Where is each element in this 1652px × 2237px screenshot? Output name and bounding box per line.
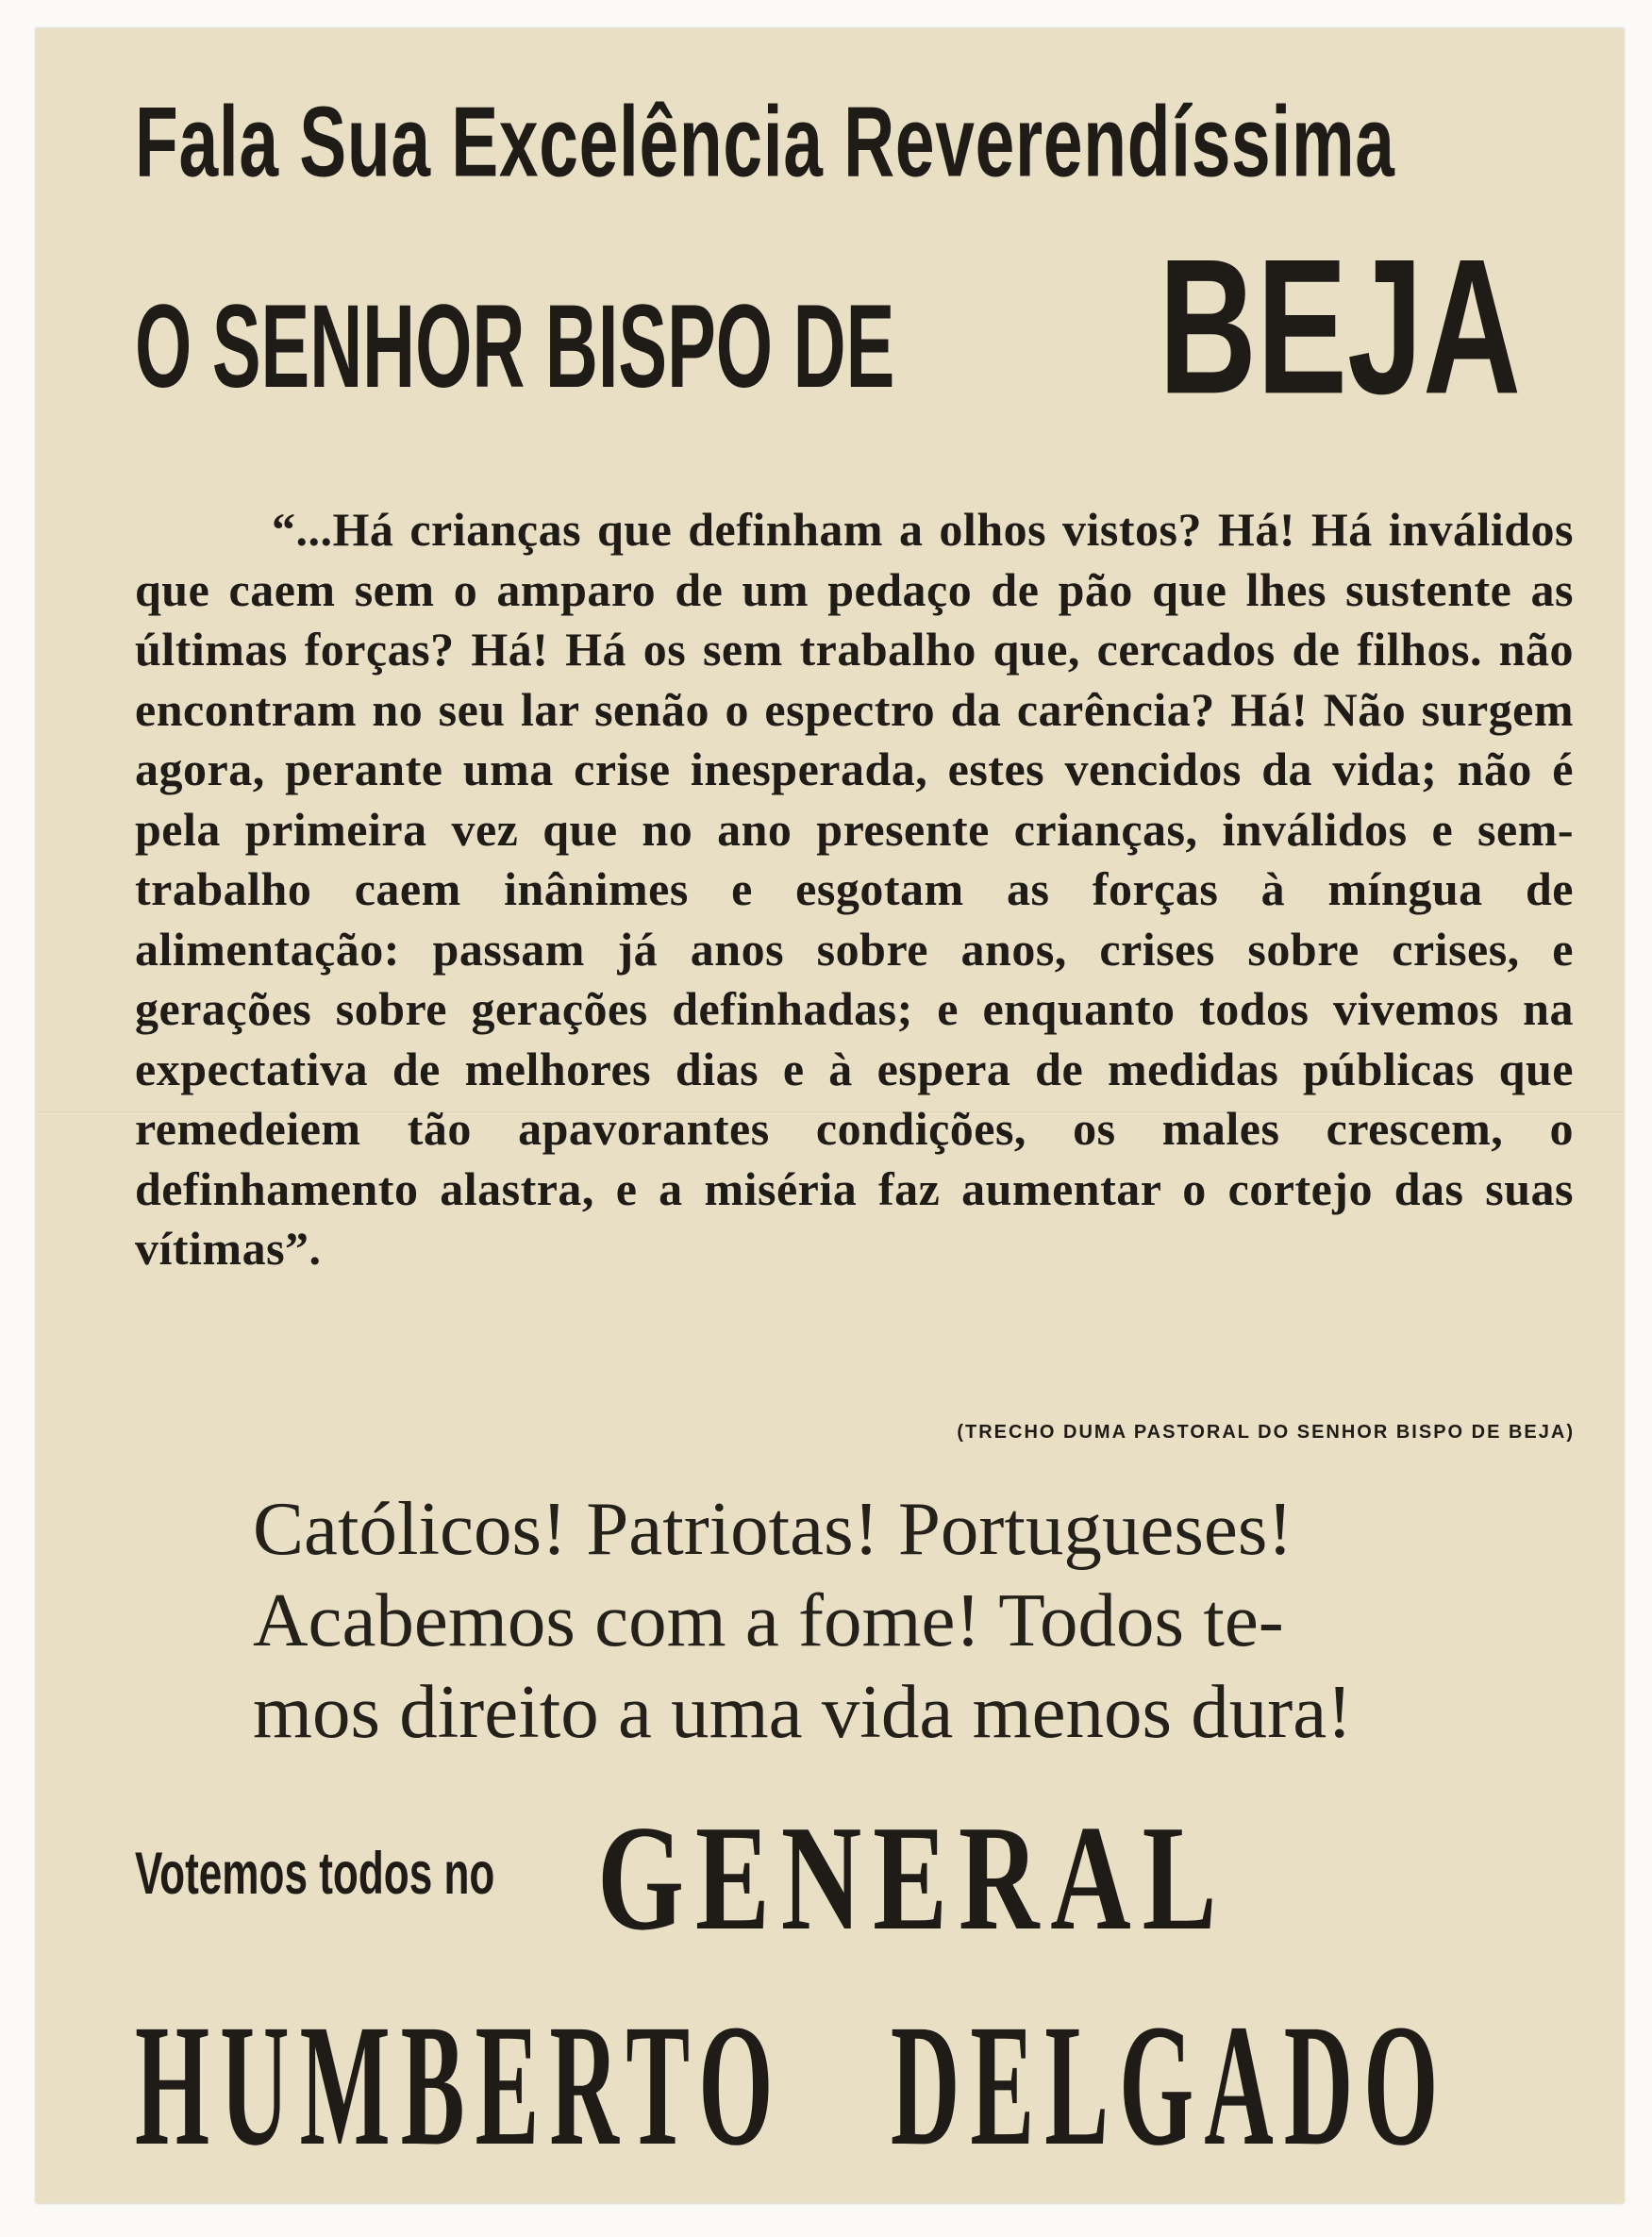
appeal-line: mos direito a uma vida menos dura!: [253, 1669, 1353, 1754]
appeal-paragraph: [253, 1483, 1460, 1758]
quote-citation: (TRECHO DUMA PASTORAL DO SENHOR BISPO DE BEJA): [957, 1422, 1575, 1443]
subhead-emphasis: BEJA: [1159, 219, 1522, 435]
headline: Fala Sua Excelência Reverendíssima: [135, 86, 1395, 199]
appeal-line: Católicos! Patriotas! Portugueses!: [253, 1486, 1293, 1571]
appeal-line: Acabemos com a fome! Todos te-: [253, 1578, 1284, 1662]
poster-sheet: [36, 28, 1624, 2203]
vote-intro: Votemos todos no: [135, 1841, 495, 1907]
subhead: O SENHOR BISPO DE: [135, 281, 895, 412]
candidate-rank: GENERAL: [597, 1794, 1228, 1962]
candidate-name: HUMBERTO DELGADO: [135, 1989, 1449, 2182]
pastoral-quote: “...Há crianças que definham a olhos vistos? Há! Há inválidos que caem sem o amparo de um pedaço de pão que lhes sustente as últimas forças? Há! Há os sem trabalho que, cercados de filhos. não encontram no seu lar senão o espectro da carência? Há! Não surgem agora, perante uma crise inesperada, estes vencidos da vida; não é pela primeira vez que no ano presente crianças, inválidos e sem-trabalho caem inânimes e esgotam as forças à míngua de alimentação: passam já anos sobre anos, crises sobre crises, e gerações sobre gerações definhadas; e enquanto todos vivemos na expectativa de melhores dias e à espera de medidas públicas que remedeiem tão apavorantes condições, os males crescem, o definhamento alastra, e a miséria faz aumentar o cortejo das suas vítimas”.: [135, 503, 1574, 1275]
